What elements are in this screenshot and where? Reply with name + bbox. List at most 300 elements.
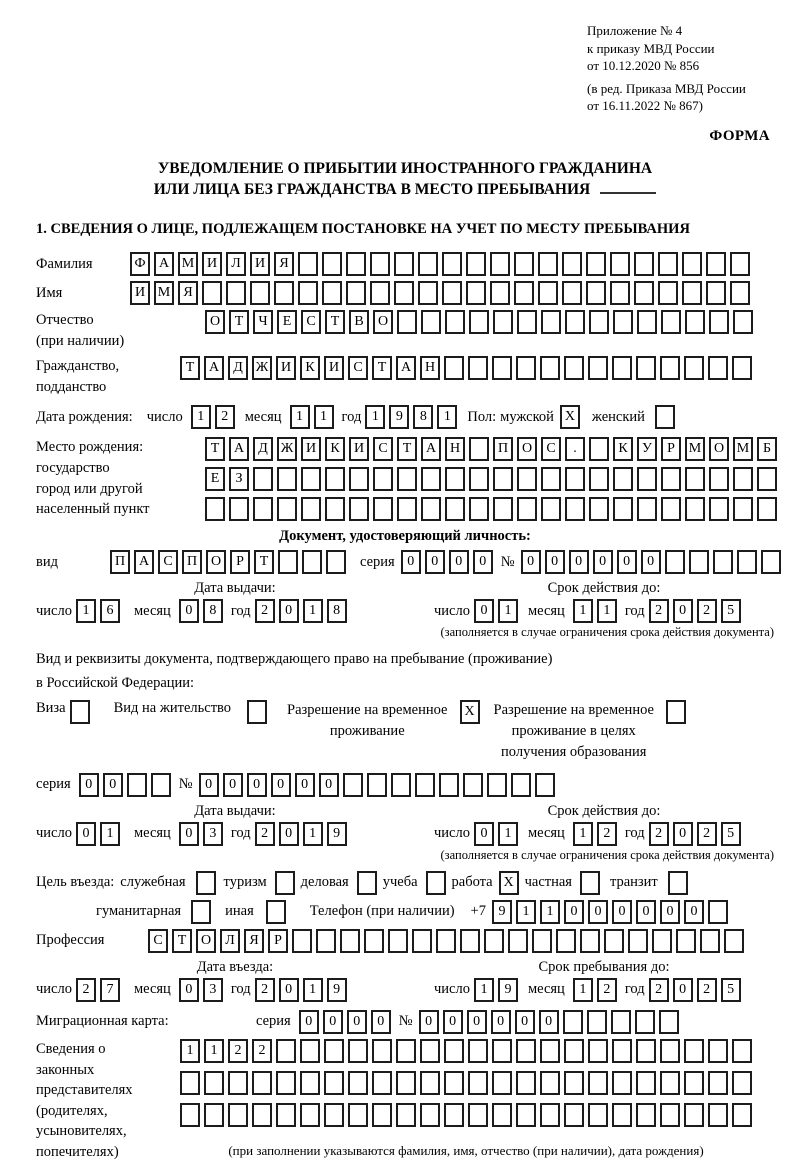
char-cell[interactable] [370, 281, 390, 305]
char-cell[interactable] [565, 497, 585, 521]
char-cell[interactable] [634, 252, 654, 276]
char-cell[interactable] [421, 467, 441, 491]
char-cell[interactable]: Я [274, 252, 294, 276]
char-cell[interactable]: 0 [673, 978, 693, 1002]
char-cell[interactable]: 0 [515, 1010, 535, 1034]
char-cell[interactable] [517, 310, 537, 334]
char-cell[interactable]: X [499, 871, 519, 895]
char-cell[interactable] [266, 900, 286, 924]
char-cell[interactable] [684, 1039, 704, 1063]
char-cell[interactable]: Е [277, 310, 297, 334]
char-cell[interactable]: С [301, 310, 321, 334]
char-cell[interactable]: 0 [271, 773, 291, 797]
char-cell[interactable] [370, 252, 390, 276]
char-cell[interactable] [396, 1039, 416, 1063]
char-cell[interactable]: А [229, 437, 249, 461]
char-cell[interactable]: 8 [413, 405, 433, 429]
char-cell[interactable] [490, 252, 510, 276]
char-cell[interactable] [275, 871, 295, 895]
char-cell[interactable] [708, 1039, 728, 1063]
char-cell[interactable]: 0 [295, 773, 315, 797]
char-cell[interactable] [564, 1103, 584, 1127]
char-cell[interactable]: 0 [323, 1010, 343, 1034]
char-cell[interactable] [439, 773, 459, 797]
char-cell[interactable] [420, 1071, 440, 1095]
char-cell[interactable]: О [196, 929, 216, 953]
char-cell[interactable] [445, 497, 465, 521]
char-cell[interactable]: 2 [228, 1039, 248, 1063]
char-cell[interactable] [418, 252, 438, 276]
char-cell[interactable] [660, 1071, 680, 1095]
char-cell[interactable] [733, 497, 753, 521]
char-cell[interactable] [652, 929, 672, 953]
char-cell[interactable]: 2 [252, 1039, 272, 1063]
char-cell[interactable] [588, 356, 608, 380]
char-cell[interactable]: 1 [303, 978, 323, 1002]
char-cell[interactable]: И [130, 281, 150, 305]
char-cell[interactable] [228, 1071, 248, 1095]
char-cell[interactable] [517, 497, 537, 521]
char-cell[interactable] [420, 1103, 440, 1127]
char-cell[interactable]: Я [178, 281, 198, 305]
char-cell[interactable] [348, 1071, 368, 1095]
char-cell[interactable] [492, 1039, 512, 1063]
char-cell[interactable] [636, 1103, 656, 1127]
char-cell[interactable]: 0 [474, 822, 494, 846]
char-cell[interactable] [252, 1103, 272, 1127]
char-cell[interactable] [684, 1071, 704, 1095]
char-cell[interactable] [343, 773, 363, 797]
char-cell[interactable] [565, 467, 585, 491]
char-cell[interactable] [737, 550, 757, 574]
char-cell[interactable]: 0 [617, 550, 637, 574]
char-cell[interactable] [511, 773, 531, 797]
char-cell[interactable]: 0 [612, 900, 632, 924]
char-cell[interactable] [325, 467, 345, 491]
char-cell[interactable] [713, 550, 733, 574]
char-cell[interactable] [611, 1010, 631, 1034]
char-cell[interactable] [610, 252, 630, 276]
char-cell[interactable] [493, 497, 513, 521]
char-cell[interactable]: М [154, 281, 174, 305]
char-cell[interactable]: О [205, 310, 225, 334]
char-cell[interactable]: 0 [279, 978, 299, 1002]
char-cell[interactable]: 2 [649, 822, 669, 846]
char-cell[interactable]: Л [220, 929, 240, 953]
char-cell[interactable] [445, 467, 465, 491]
char-cell[interactable]: Б [757, 437, 777, 461]
char-cell[interactable]: 0 [199, 773, 219, 797]
char-cell[interactable] [661, 467, 681, 491]
char-cell[interactable]: 0 [76, 822, 96, 846]
char-cell[interactable]: 1 [597, 599, 617, 623]
char-cell[interactable]: А [154, 252, 174, 276]
char-cell[interactable] [588, 1039, 608, 1063]
char-cell[interactable] [612, 1039, 632, 1063]
char-cell[interactable]: О [206, 550, 226, 574]
char-cell[interactable] [468, 356, 488, 380]
char-cell[interactable]: М [733, 437, 753, 461]
char-cell[interactable] [658, 281, 678, 305]
char-cell[interactable] [637, 497, 657, 521]
char-cell[interactable] [205, 497, 225, 521]
char-cell[interactable]: 0 [491, 1010, 511, 1034]
char-cell[interactable]: 1 [290, 405, 310, 429]
char-cell[interactable]: 5 [721, 822, 741, 846]
char-cell[interactable]: 0 [319, 773, 339, 797]
char-cell[interactable]: 1 [180, 1039, 200, 1063]
char-cell[interactable] [666, 700, 686, 724]
char-cell[interactable]: 0 [474, 599, 494, 623]
char-cell[interactable]: 0 [588, 900, 608, 924]
char-cell[interactable] [689, 550, 709, 574]
char-cell[interactable]: 0 [545, 550, 565, 574]
char-cell[interactable]: П [493, 437, 513, 461]
char-cell[interactable] [278, 550, 298, 574]
char-cell[interactable] [540, 356, 560, 380]
char-cell[interactable] [348, 1039, 368, 1063]
char-cell[interactable] [682, 252, 702, 276]
char-cell[interactable] [709, 467, 729, 491]
char-cell[interactable] [668, 871, 688, 895]
char-cell[interactable] [586, 281, 606, 305]
char-cell[interactable] [484, 929, 504, 953]
char-cell[interactable] [469, 437, 489, 461]
char-cell[interactable]: 1 [191, 405, 211, 429]
char-cell[interactable] [298, 281, 318, 305]
char-cell[interactable]: З [229, 467, 249, 491]
char-cell[interactable] [676, 929, 696, 953]
char-cell[interactable]: 8 [327, 599, 347, 623]
char-cell[interactable] [204, 1103, 224, 1127]
char-cell[interactable]: 2 [697, 978, 717, 1002]
char-cell[interactable]: 0 [247, 773, 267, 797]
char-cell[interactable] [487, 773, 507, 797]
char-cell[interactable]: Ф [130, 252, 150, 276]
char-cell[interactable] [538, 252, 558, 276]
char-cell[interactable] [660, 356, 680, 380]
char-cell[interactable] [587, 1010, 607, 1034]
char-cell[interactable] [589, 467, 609, 491]
char-cell[interactable] [444, 1071, 464, 1095]
char-cell[interactable]: К [300, 356, 320, 380]
char-cell[interactable] [708, 1071, 728, 1095]
char-cell[interactable] [637, 310, 657, 334]
char-cell[interactable]: 0 [425, 550, 445, 574]
char-cell[interactable] [516, 1039, 536, 1063]
char-cell[interactable]: 0 [673, 599, 693, 623]
char-cell[interactable] [660, 1039, 680, 1063]
char-cell[interactable]: О [709, 437, 729, 461]
char-cell[interactable]: Р [268, 929, 288, 953]
char-cell[interactable] [300, 1103, 320, 1127]
char-cell[interactable] [540, 1039, 560, 1063]
char-cell[interactable]: Т [372, 356, 392, 380]
char-cell[interactable] [300, 1071, 320, 1095]
char-cell[interactable]: 1 [573, 978, 593, 1002]
char-cell[interactable] [412, 929, 432, 953]
char-cell[interactable] [732, 1071, 752, 1095]
char-cell[interactable] [418, 281, 438, 305]
char-cell[interactable] [589, 497, 609, 521]
char-cell[interactable] [357, 871, 377, 895]
char-cell[interactable] [324, 1071, 344, 1095]
char-cell[interactable] [660, 1103, 680, 1127]
char-cell[interactable] [420, 1039, 440, 1063]
char-cell[interactable] [563, 1010, 583, 1034]
char-cell[interactable]: 0 [473, 550, 493, 574]
char-cell[interactable]: К [325, 437, 345, 461]
char-cell[interactable] [586, 252, 606, 276]
char-cell[interactable] [540, 1103, 560, 1127]
char-cell[interactable] [708, 900, 728, 924]
char-cell[interactable]: 6 [100, 599, 120, 623]
char-cell[interactable] [277, 467, 297, 491]
char-cell[interactable] [364, 929, 384, 953]
char-cell[interactable]: О [517, 437, 537, 461]
char-cell[interactable] [493, 310, 513, 334]
char-cell[interactable]: В [349, 310, 369, 334]
char-cell[interactable] [541, 497, 561, 521]
char-cell[interactable] [468, 1071, 488, 1095]
char-cell[interactable] [733, 467, 753, 491]
char-cell[interactable]: 2 [76, 978, 96, 1002]
char-cell[interactable]: 0 [569, 550, 589, 574]
char-cell[interactable] [276, 1039, 296, 1063]
char-cell[interactable] [661, 497, 681, 521]
char-cell[interactable]: И [276, 356, 296, 380]
char-cell[interactable] [292, 929, 312, 953]
char-cell[interactable] [388, 929, 408, 953]
char-cell[interactable] [396, 1071, 416, 1095]
char-cell[interactable]: 0 [636, 900, 656, 924]
char-cell[interactable] [757, 497, 777, 521]
char-cell[interactable]: 0 [660, 900, 680, 924]
char-cell[interactable]: 0 [443, 1010, 463, 1034]
char-cell[interactable] [492, 356, 512, 380]
char-cell[interactable]: 9 [498, 978, 518, 1002]
char-cell[interactable] [468, 1039, 488, 1063]
char-cell[interactable] [613, 467, 633, 491]
char-cell[interactable]: Р [661, 437, 681, 461]
char-cell[interactable]: 0 [223, 773, 243, 797]
char-cell[interactable] [556, 929, 576, 953]
char-cell[interactable]: 0 [593, 550, 613, 574]
char-cell[interactable] [346, 281, 366, 305]
char-cell[interactable]: 2 [697, 599, 717, 623]
char-cell[interactable]: 1 [314, 405, 334, 429]
char-cell[interactable]: И [349, 437, 369, 461]
char-cell[interactable]: М [685, 437, 705, 461]
char-cell[interactable]: 1 [303, 599, 323, 623]
char-cell[interactable] [442, 281, 462, 305]
char-cell[interactable] [276, 1103, 296, 1127]
char-cell[interactable] [229, 497, 249, 521]
char-cell[interactable]: 1 [516, 900, 536, 924]
char-cell[interactable]: 2 [255, 822, 275, 846]
char-cell[interactable] [709, 497, 729, 521]
char-cell[interactable]: 1 [204, 1039, 224, 1063]
char-cell[interactable]: 1 [76, 599, 96, 623]
char-cell[interactable] [397, 310, 417, 334]
char-cell[interactable]: Л [226, 252, 246, 276]
char-cell[interactable] [226, 281, 246, 305]
char-cell[interactable] [589, 437, 609, 461]
char-cell[interactable] [757, 467, 777, 491]
char-cell[interactable] [228, 1103, 248, 1127]
char-cell[interactable] [508, 929, 528, 953]
char-cell[interactable]: Т [229, 310, 249, 334]
char-cell[interactable] [276, 1071, 296, 1095]
char-cell[interactable] [204, 1071, 224, 1095]
char-cell[interactable] [322, 252, 342, 276]
char-cell[interactable] [180, 1103, 200, 1127]
char-cell[interactable] [733, 310, 753, 334]
char-cell[interactable] [348, 1103, 368, 1127]
char-cell[interactable]: 1 [474, 978, 494, 1002]
char-cell[interactable] [613, 497, 633, 521]
char-cell[interactable] [180, 1071, 200, 1095]
char-cell[interactable]: А [134, 550, 154, 574]
char-cell[interactable]: 0 [521, 550, 541, 574]
char-cell[interactable] [514, 252, 534, 276]
char-cell[interactable] [564, 1071, 584, 1095]
char-cell[interactable] [394, 252, 414, 276]
char-cell[interactable] [661, 310, 681, 334]
char-cell[interactable]: Т [325, 310, 345, 334]
char-cell[interactable] [604, 929, 624, 953]
char-cell[interactable]: Е [205, 467, 225, 491]
char-cell[interactable] [636, 1071, 656, 1095]
char-cell[interactable] [493, 467, 513, 491]
char-cell[interactable] [468, 1103, 488, 1127]
char-cell[interactable]: 0 [179, 599, 199, 623]
char-cell[interactable] [250, 281, 270, 305]
char-cell[interactable]: 0 [179, 978, 199, 1002]
char-cell[interactable] [326, 550, 346, 574]
char-cell[interactable]: 2 [215, 405, 235, 429]
char-cell[interactable] [415, 773, 435, 797]
char-cell[interactable] [196, 871, 216, 895]
char-cell[interactable] [445, 310, 465, 334]
char-cell[interactable] [541, 467, 561, 491]
char-cell[interactable]: 0 [684, 900, 704, 924]
char-cell[interactable]: Н [445, 437, 465, 461]
char-cell[interactable]: 2 [649, 978, 669, 1002]
char-cell[interactable] [349, 467, 369, 491]
char-cell[interactable] [373, 497, 393, 521]
char-cell[interactable] [580, 871, 600, 895]
char-cell[interactable] [685, 310, 705, 334]
char-cell[interactable] [659, 1010, 679, 1034]
char-cell[interactable]: Н [420, 356, 440, 380]
char-cell[interactable]: 2 [597, 978, 617, 1002]
char-cell[interactable]: Ж [277, 437, 297, 461]
char-cell[interactable]: X [460, 700, 480, 724]
char-cell[interactable] [724, 929, 744, 953]
char-cell[interactable] [684, 1103, 704, 1127]
char-cell[interactable] [492, 1103, 512, 1127]
char-cell[interactable]: 0 [279, 599, 299, 623]
char-cell[interactable]: 1 [100, 822, 120, 846]
char-cell[interactable] [516, 1071, 536, 1095]
char-cell[interactable]: 9 [327, 978, 347, 1002]
char-cell[interactable] [469, 310, 489, 334]
char-cell[interactable]: А [396, 356, 416, 380]
char-cell[interactable] [397, 467, 417, 491]
char-cell[interactable]: Т [205, 437, 225, 461]
char-cell[interactable] [324, 1039, 344, 1063]
char-cell[interactable]: О [373, 310, 393, 334]
char-cell[interactable]: 2 [255, 599, 275, 623]
char-cell[interactable] [367, 773, 387, 797]
char-cell[interactable]: 1 [573, 599, 593, 623]
char-cell[interactable]: 7 [100, 978, 120, 1002]
char-cell[interactable] [394, 281, 414, 305]
char-cell[interactable]: И [202, 252, 222, 276]
char-cell[interactable] [466, 281, 486, 305]
char-cell[interactable] [685, 497, 705, 521]
char-cell[interactable] [636, 356, 656, 380]
char-cell[interactable] [564, 1039, 584, 1063]
char-cell[interactable] [517, 467, 537, 491]
char-cell[interactable]: X [560, 405, 580, 429]
char-cell[interactable] [564, 356, 584, 380]
char-cell[interactable]: 1 [498, 599, 518, 623]
char-cell[interactable] [372, 1103, 392, 1127]
char-cell[interactable] [514, 281, 534, 305]
char-cell[interactable] [346, 252, 366, 276]
char-cell[interactable]: 9 [389, 405, 409, 429]
char-cell[interactable] [658, 252, 678, 276]
char-cell[interactable]: 0 [401, 550, 421, 574]
char-cell[interactable]: 0 [539, 1010, 559, 1034]
char-cell[interactable]: 0 [347, 1010, 367, 1034]
char-cell[interactable]: Т [397, 437, 417, 461]
char-cell[interactable] [349, 497, 369, 521]
char-cell[interactable]: И [250, 252, 270, 276]
char-cell[interactable] [732, 1039, 752, 1063]
char-cell[interactable] [492, 1071, 512, 1095]
char-cell[interactable] [700, 929, 720, 953]
char-cell[interactable]: 2 [255, 978, 275, 1002]
char-cell[interactable] [612, 1071, 632, 1095]
char-cell[interactable]: 0 [673, 822, 693, 846]
char-cell[interactable] [708, 356, 728, 380]
char-cell[interactable]: 1 [365, 405, 385, 429]
char-cell[interactable]: 1 [498, 822, 518, 846]
char-cell[interactable]: 2 [597, 822, 617, 846]
char-cell[interactable] [301, 497, 321, 521]
char-cell[interactable] [324, 1103, 344, 1127]
char-cell[interactable] [372, 1071, 392, 1095]
char-cell[interactable] [706, 252, 726, 276]
char-cell[interactable]: С [158, 550, 178, 574]
char-cell[interactable]: У [637, 437, 657, 461]
char-cell[interactable]: Т [254, 550, 274, 574]
char-cell[interactable] [516, 1103, 536, 1127]
char-cell[interactable] [565, 310, 585, 334]
char-cell[interactable] [562, 281, 582, 305]
char-cell[interactable]: А [421, 437, 441, 461]
char-cell[interactable]: 0 [279, 822, 299, 846]
char-cell[interactable]: 3 [203, 978, 223, 1002]
char-cell[interactable] [253, 467, 273, 491]
char-cell[interactable] [302, 550, 322, 574]
char-cell[interactable] [252, 1071, 272, 1095]
char-cell[interactable]: 0 [419, 1010, 439, 1034]
char-cell[interactable]: 9 [492, 900, 512, 924]
